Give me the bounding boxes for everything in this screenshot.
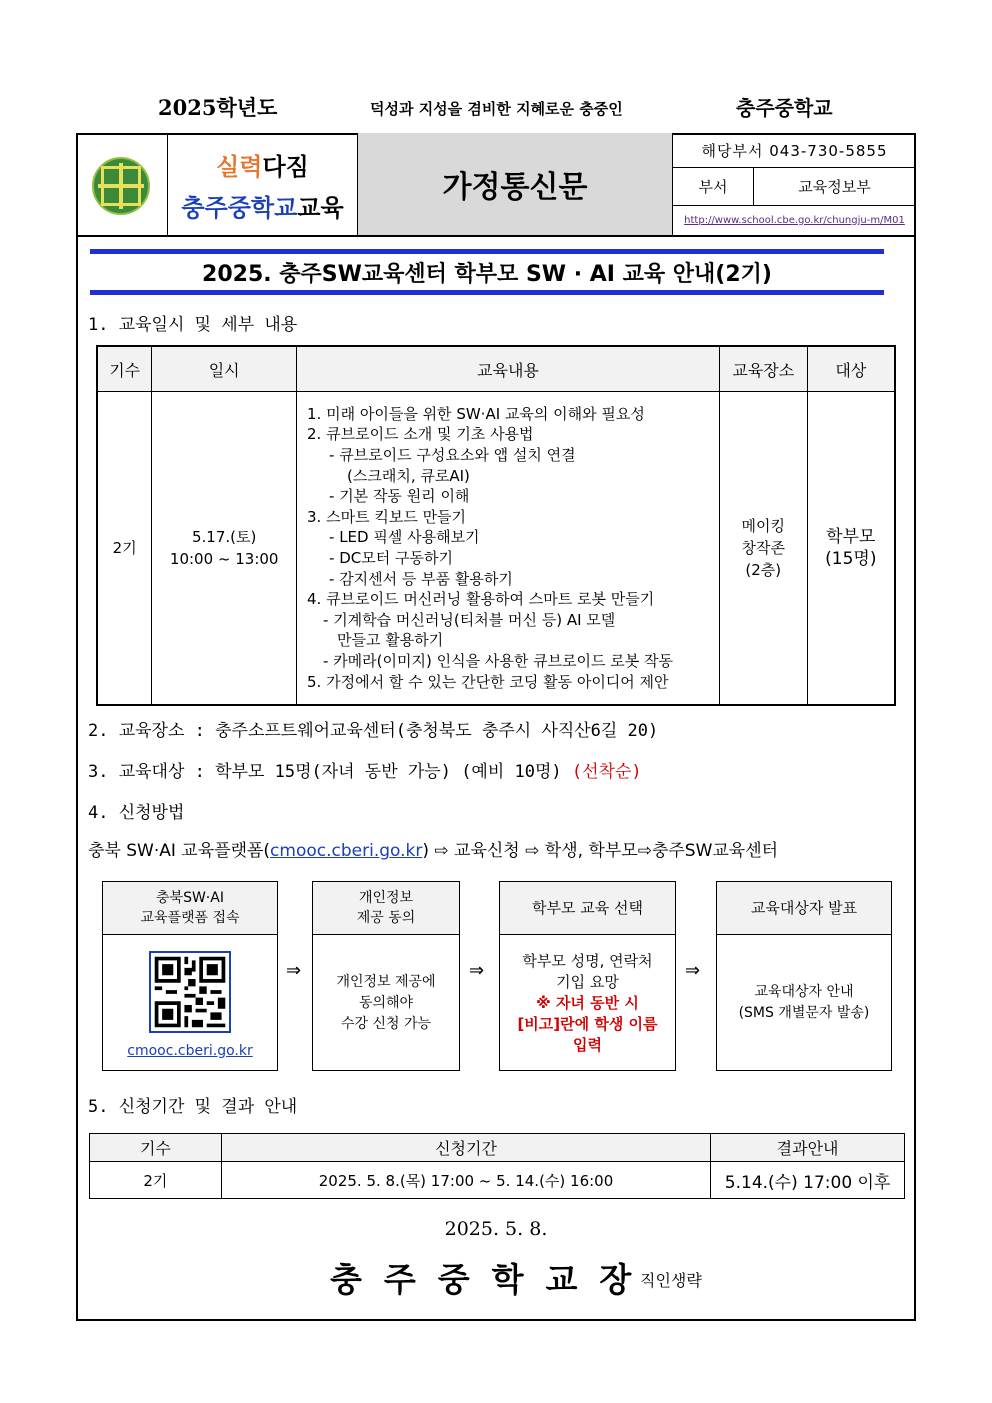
col-cohort: 기수 [90,1134,222,1162]
content-line: - DC모터 구동하기 [329,549,453,567]
period-table [89,1133,905,1199]
col-content: 교육내용 [297,346,720,392]
period-cell: 2025. 5. 8.(목) 17:00 ~ 5. 14.(수) 16:00 [221,1162,710,1199]
step-body [103,935,277,1071]
school-motto: 덕성과 지성을 겸비한 지혜로운 충중인 [370,100,623,118]
content-line: 만들고 활용하기 [337,631,444,650]
target-line: (15명) [825,549,877,569]
step-consent [312,881,460,1071]
content-line: 3. 스마트 킥보드 만들기 [307,507,467,526]
date-text: 5.17.(토) [192,528,257,546]
content-line: - 기본 작동 원리 이해 [329,487,470,506]
step-header: 충북SW·AI 교육플랫폼 접속 [103,882,277,935]
seal-omitted: 직인생략 [640,1271,702,1290]
main-title: 2025. 충주SW교육센터 학부모 SW · AI 교육 안내(2기) [90,249,884,295]
datetime-cell [152,392,297,706]
step-header: 개인정보 제공 동의 [313,882,459,935]
step-body: 개인정보 제공에 동의해야 수강 신청 가능 [336,973,436,1032]
content-line: - LED 픽셀 사용해보기 [329,528,480,547]
logo-cell [76,133,168,237]
table-row [97,392,895,706]
step-body: 학부모 성명, 연락처 기입 요망 ※ 자녀 동반 시 [비고]란에 학생 이름 입력 [517,951,658,1054]
target-cell [807,392,895,706]
newsletter-title: 가정통신문 [358,133,673,237]
step-platform [102,881,278,1071]
slogan-line1: 실력다짐 [216,153,309,181]
section4-heading: 4. 신청방법 [88,803,185,823]
flow-arrow: ⇒ [469,960,485,981]
schedule-table [96,345,896,706]
qr-code-icon[interactable] [149,951,231,1033]
dept-label: 부서 [673,167,754,205]
place-cell [719,392,807,706]
cohort-cell: 2기 [90,1162,222,1199]
table-header-row [90,1134,905,1162]
qr-link[interactable]: cmooc.cberi.go.kr [127,1042,253,1059]
first-come-badge: (선착순) [571,762,642,782]
content-line: 2. 큐브로이드 소개 및 기초 사용법 [307,425,534,444]
step-announce [716,881,892,1071]
section2-place: 2. 교육장소 : 충주소프트웨어교육센터(충청북도 충주시 사직산6길 20) [88,721,659,741]
table-header-row [97,346,895,392]
school-year: 2025학년도 [158,95,278,120]
slogan-cell [168,133,358,237]
target-line: 학부모 [826,527,876,547]
col-result: 결과안내 [711,1134,905,1162]
content-line: (스크래치, 큐로AI) [347,466,470,485]
issue-date: 2025. 5. 8. [444,1218,548,1240]
principal-name: 충주중학교장 [330,1260,654,1299]
content-line: 1. 미래 아이들을 위한 SW·AI 교육의 이해와 필요성 [307,404,645,423]
step-body: 교육대상자 안내 (SMS 개별문자 발송) [738,984,870,1021]
content-line: - 카메라(이미지) 인식을 사용한 큐브로이드 로봇 작동 [323,651,674,670]
result-cell: 5.14.(수) 17:00 이후 [711,1162,905,1199]
place-line: 창작존 [741,539,785,557]
section5-heading: 5. 신청기간 및 결과 안내 [88,1097,298,1117]
department-info [673,133,916,237]
col-target: 대상 [807,346,895,392]
content-line: - 감지센서 등 부품 활용하기 [329,569,513,588]
col-place: 교육장소 [719,346,807,392]
flow-arrow: ⇒ [286,960,302,981]
col-datetime: 일시 [152,346,297,392]
section1-heading: 1. 교육일시 및 세부 내용 [88,315,298,335]
col-period: 신청기간 [221,1134,710,1162]
flow-arrow: ⇒ [685,960,701,981]
school-url-link[interactable]: http://www.school.cbe.go.kr/chungju-m/M01 [684,214,905,226]
content-line: 5. 가정에서 할 수 있는 간단한 코딩 활동 아이디어 제안 [307,672,669,691]
content-line: - 기계학습 머신러닝(티처블 머신 등) AI 모델 [323,610,616,629]
slogan-line2: 충주중학교교육 [181,194,344,222]
school-logo-icon [92,157,150,215]
platform-link[interactable]: cmooc.cberi.go.kr [270,841,423,861]
content-line: - 큐브로이드 구성요소와 앱 설치 연결 [329,446,576,465]
table-row [90,1162,905,1199]
place-line: (2층) [745,561,782,579]
step-select [499,881,676,1071]
step-header: 학부모 교육 선택 [500,882,675,935]
step-header: 교육대상자 발표 [717,882,891,935]
dept-phone: 해당부서 043-730-5855 [673,133,916,168]
school-name: 충주중학교 [736,96,833,120]
newsletter-header [76,133,916,237]
top-line [0,92,992,122]
place-line: 메이킹 [741,517,785,535]
dept-value: 교육정보부 [798,177,871,196]
content-cell [297,392,720,706]
section3-target: 3. 교육대상 : 학부모 15명(자녀 동반 가능) (예비 10명) (선착순) [88,762,642,782]
cohort-cell: 2기 [97,392,152,706]
content-line: 4. 큐브로이드 머신러닝 활용하여 스마트 로봇 만들기 [307,590,655,609]
col-cohort: 기수 [97,346,152,392]
time-text: 10:00 ~ 13:00 [169,550,279,568]
application-path: 충북 SW·AI 교육플랫폼(cmooc.cberi.go.kr) ⇨ 교육신청 ⇨ 학생, 학부모⇨충주SW교육센터 [88,841,779,861]
dept-row [673,167,916,206]
